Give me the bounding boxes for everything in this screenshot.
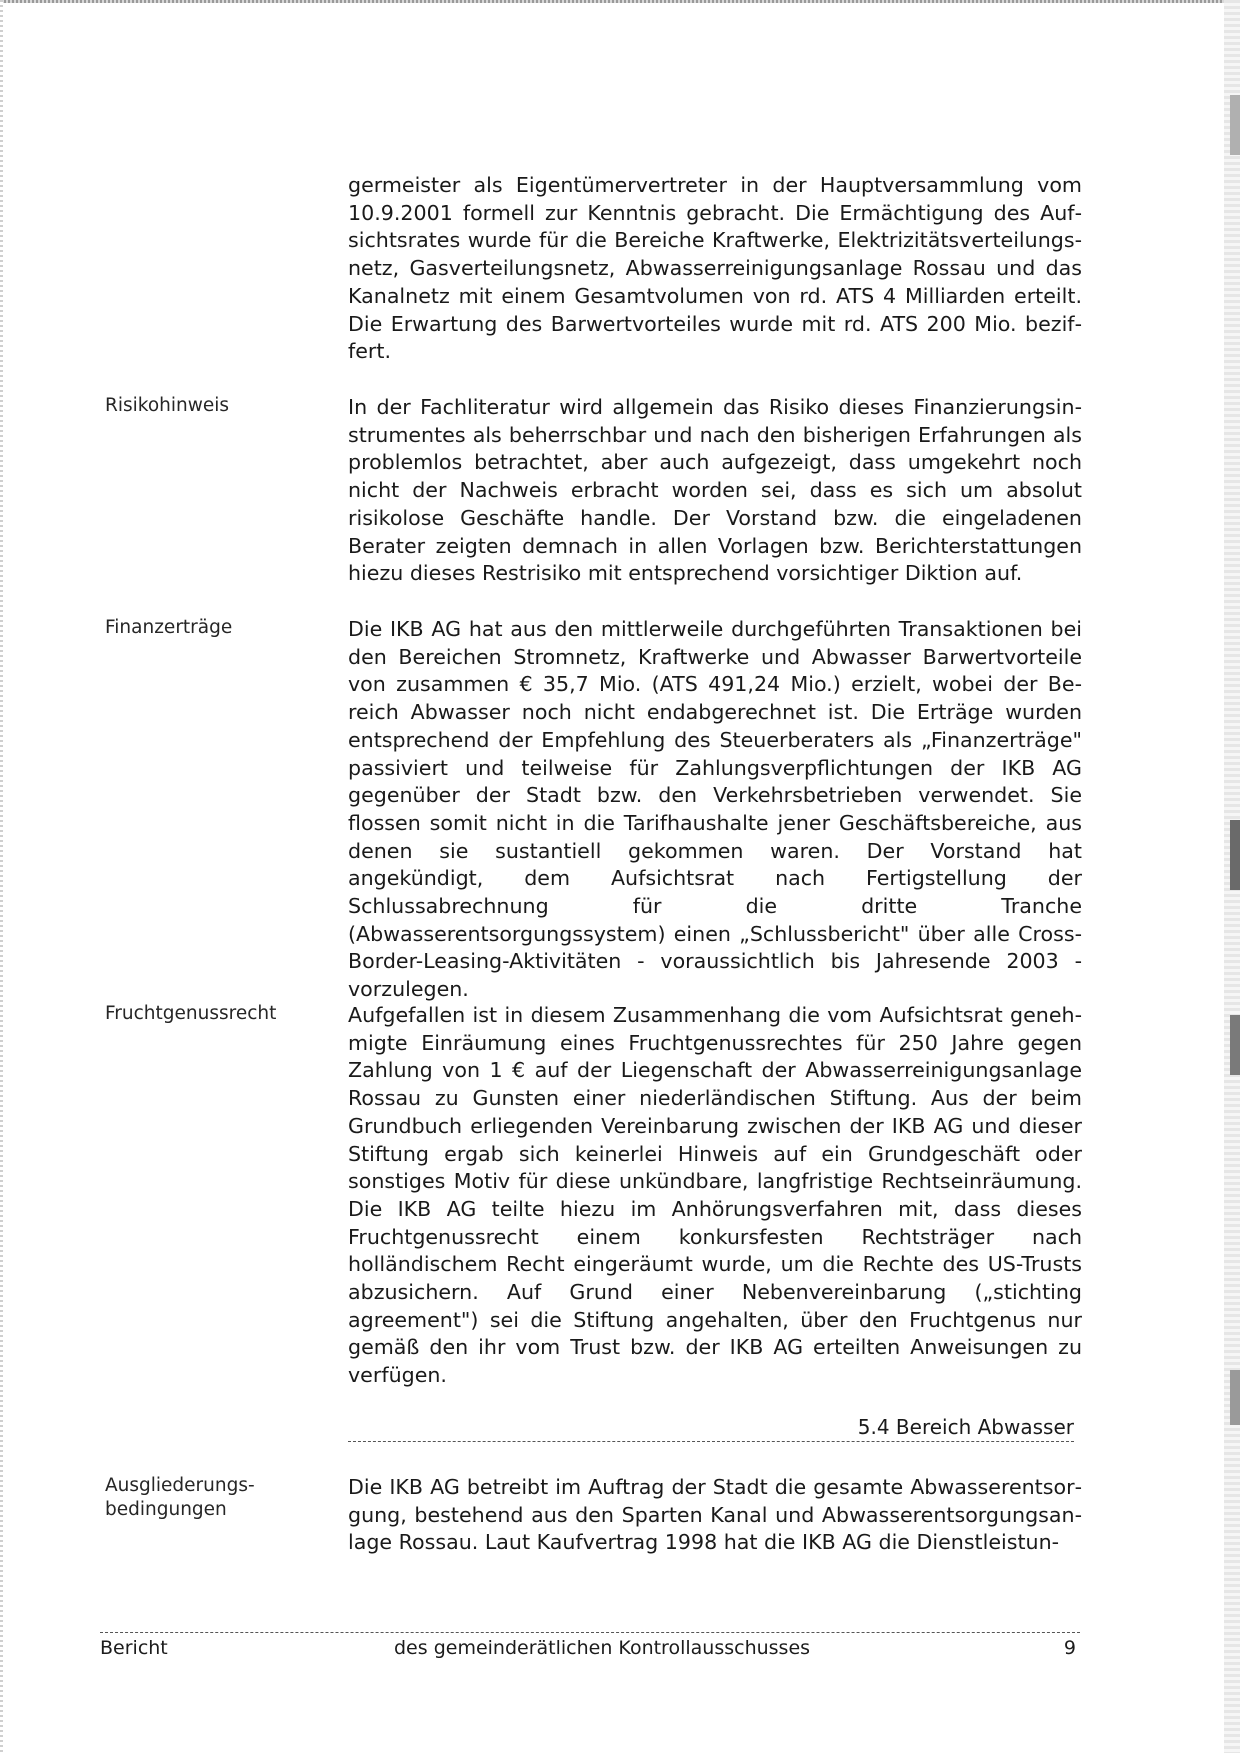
section-divider — [348, 1441, 1074, 1442]
margin-label-line-2: bedingungen — [105, 1499, 227, 1520]
margin-label-finanzertraege: Finanzerträge — [105, 617, 233, 638]
footer-committee-label: des gemeinderätlichen Kontrollausschusses — [394, 1637, 811, 1659]
section-heading-abwasser: 5.4 Bereich Abwasser — [857, 1415, 1074, 1439]
paragraph-finanzertraege: Die IKB AG hat aus den mittlerweile durchgeführten Transaktionen bei den Bereichen Stromnetz, Kraftwerke und Abwasser Barwertvorteile von zusammen € 35,7 Mio. (ATS 491,24 Mio.) erzielt, wobei der Bereich Abwasser noch nicht endabgerechnet ist. Die Erträge wurden entsprechend der Empfehlung des Steuerberaters als „Finanzerträge" passiviert und teilweise für Zahlungsverpflichtungen der IKB AG gegenüber der Stadt bzw. den Verkehrsbetrieben verwendet. Sie flossen somit nicht in die Tarifhaushalte jener Geschäftsbereiche, aus denen sie sustantiell gekommen waren. Der Vorstand hat angekündigt, dem Aufsichtsrat nach Fertigstellung der Schlussabrechnung für die dritte Tranche (Abwasserentsorgungssystem) einen „Schlussbericht" über alle Cross-Border-Leasing-Aktivitäten - voraussichtlich bis Jahresende 2003 - vorzulegen. — [348, 617, 1082, 1002]
paragraph-risikohinweis: In der Fachliteratur wird allgemein das Risiko dieses Finanzierungsinstrumentes als beherrschbar und nach den bisherigen Erfahrungen als problemlos betrachtet, aber auch aufgezeigt, dass umgekehrt noch nicht der Nachweis erbracht worden sei, dass es sich um absolut risikolose Geschäfte handle. Der Vorstand bzw. die eingeladenen Berater zeigten demnach in allen Vorlagen bzw. Berichterstattungen hiezu dieses Restrisiko mit entsprechend vorsichtiger Diktion auf. — [348, 395, 1082, 586]
margin-label-fruchtgenussrecht: Fruchtgenussrecht — [105, 1003, 277, 1024]
paragraph-intro: germeister als Eigentümervertreter in der Hauptversammlung vom 10.9.2001 formell zur Kenntnis gebracht. Die Ermächtigung des Aufsichtsrates wurde für die Bereiche Kraftwerke, Elektrizitätsverteilungsnetz, Gasverteilungsnetz, Abwasserreinigungsanlage Rossau und das Kanalnetz mit einem Gesamtvolumen von rd. ATS 4 Milliarden erteilt. Die Erwartung des Barwertvorteiles wurde mit rd. ATS 200 Mio. beziffert. — [348, 173, 1082, 364]
scan-edge-left — [0, 0, 3, 1753]
paragraph-fruchtgenussrecht: Aufgefallen ist in diesem Zusammenhang die vom Aufsichtsrat genehmigte Einräumung eines Fruchtgenussrechtes für 250 Jahre gegen Zahlung von 1 € auf der Liegenschaft der Abwasserreinigungsanlage Rossau zu Gunsten einer niederländischen Stiftung. Aus der beim Grundbuch erliegenden Vereinbarung zwischen der IKB AG und dieser Stiftung ergab sich keinerlei Hinweis auf ein Grundgeschäft oder sonstiges Motiv für diese unkündbare, langfristige Rechtseinräumung. Die IKB AG teilte hiezu im Anhörungsverfahren mit, dass dieses Fruchtgenussrecht einem konkursfesten Rechtsträger nach holländischem Recht eingeräumt wurde, um die Rechte des US-Trusts abzusichern. Auf Grund einer Nebenvereinbarung („stichting agreement") sei die Stiftung angehalten, über den Fruchtgenus nur gemäß den ihr vom Trust bzw. der IKB AG erteilten Anweisungen zu verfügen. — [348, 1003, 1082, 1388]
paragraph-ausgliederungsbedingungen: Die IKB AG betreibt im Auftrag der Stadt die gesamte Abwasserentsorgung, bestehend aus den Sparten Kanal und Abwasserentsorgungsanlage Rossau. Laut Kaufvertrag 1998 hat die IKB AG die Dienstleistun- — [348, 1475, 1082, 1555]
margin-label-ausgliederungsbedingungen — [105, 1474, 305, 1522]
margin-label-risikohinweis: Risikohinweis — [105, 395, 230, 416]
page-number: 9 — [1063, 1637, 1076, 1659]
footer-divider — [100, 1632, 1080, 1633]
scan-edge-right — [1224, 0, 1240, 1753]
scan-edge-top — [0, 0, 1240, 3]
footer-report-label: Bericht — [100, 1637, 168, 1659]
margin-label-line-1: Ausgliederungs- — [105, 1475, 255, 1496]
